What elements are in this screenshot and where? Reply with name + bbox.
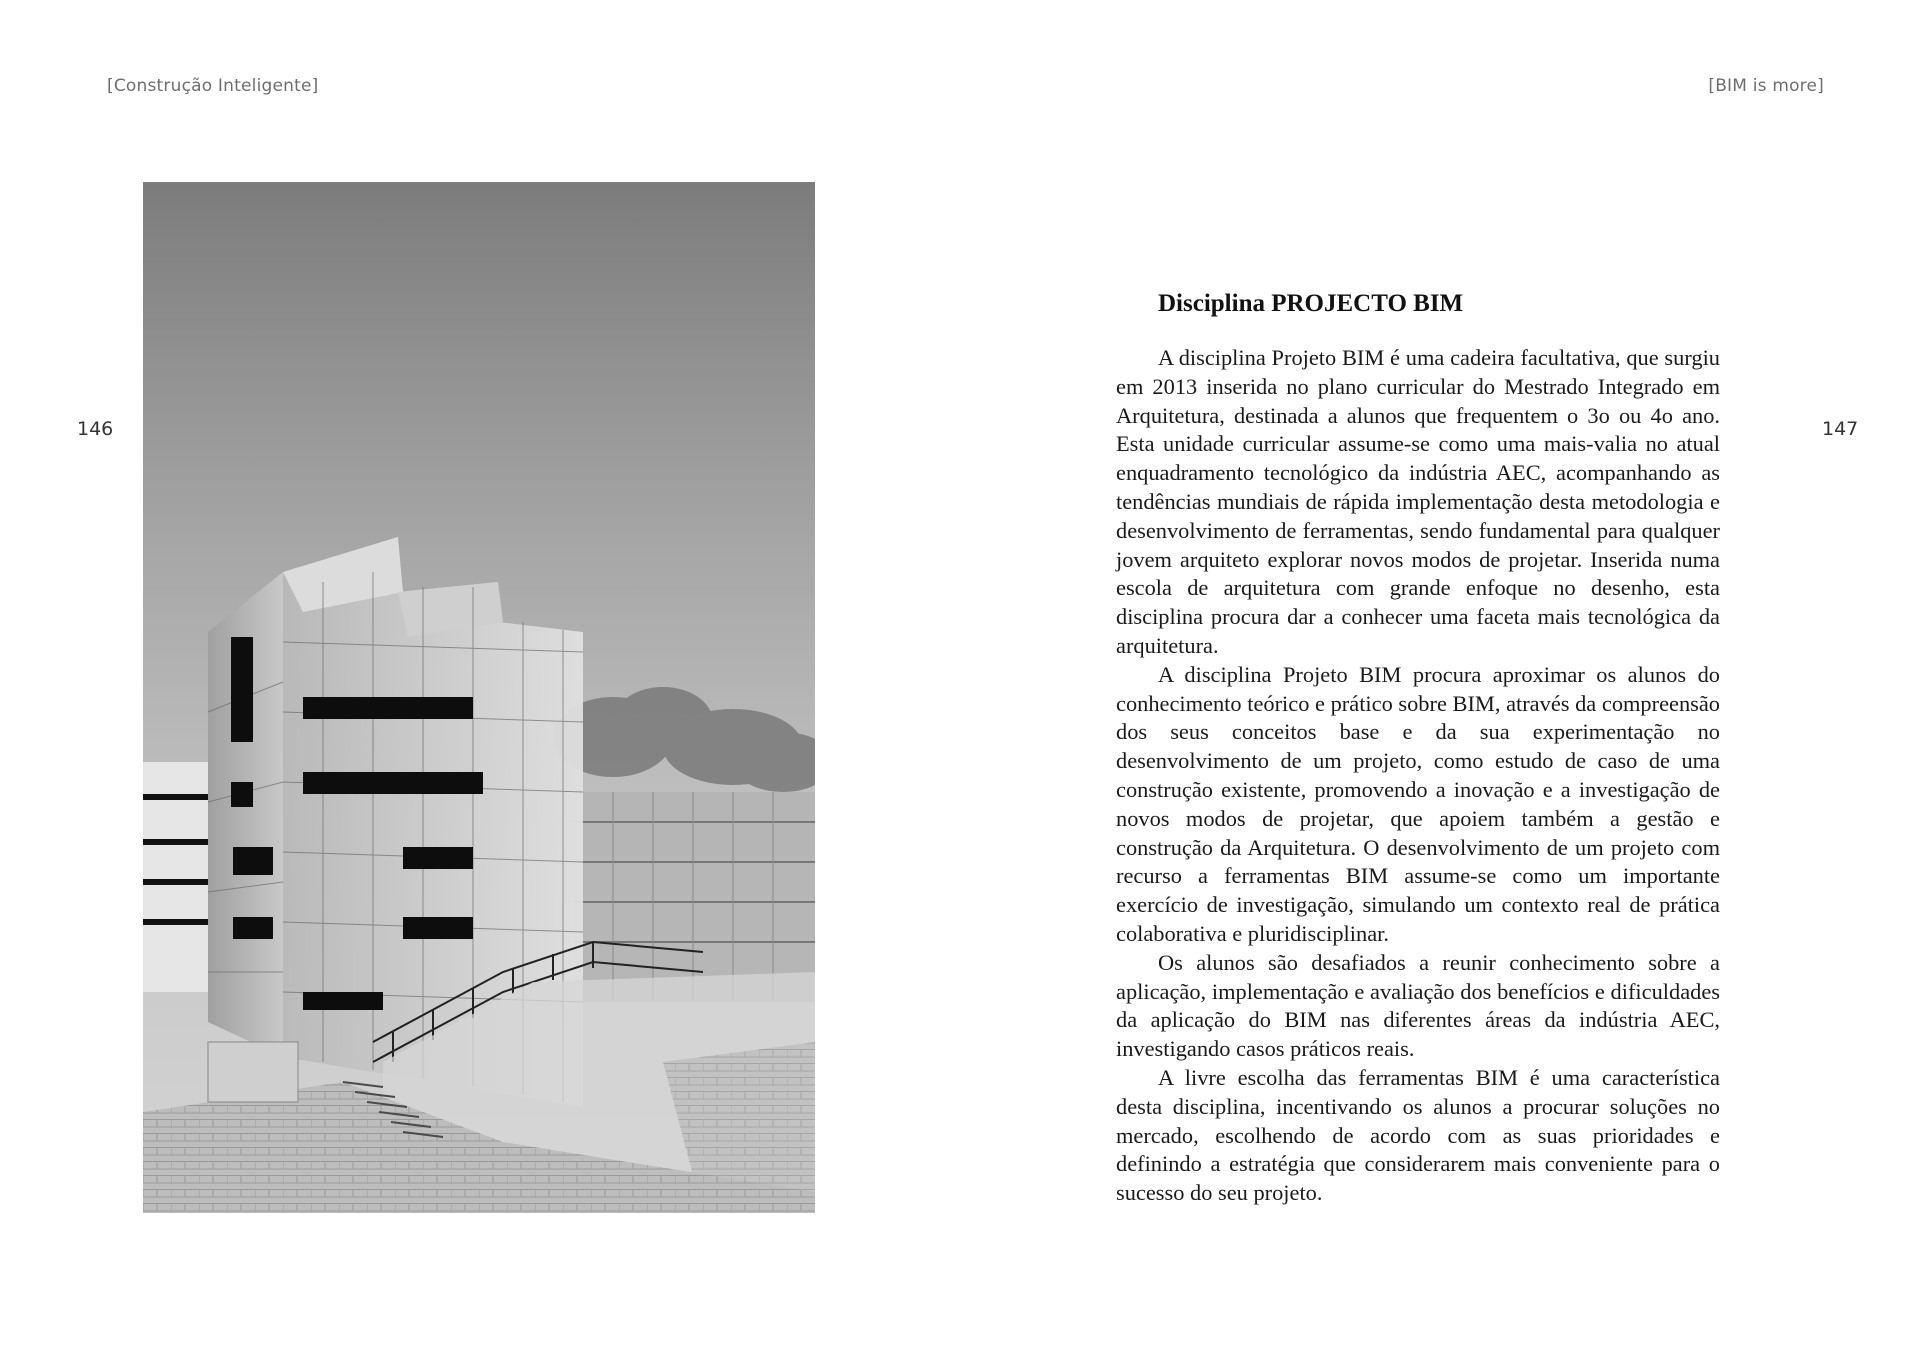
paragraph-2: A disciplina Projeto BIM procura aproximar os alunos do conhecimento teórico e prático sobre BIM, através da compreensão dos seus conceitos base e da sua experimentação no desenvolvimento de um projeto, como estudo de caso de uma construção existente, promovendo a inovação e a investigação de novos modos de projetar, que apoiem também a gestão e construção da Arquitetura. O desenvolvimento de um projeto com recurso a ferramentas BIM assume-se como um importante exercício de investigação, simulando um contexto real de prática colaborativa e pluridisciplinar. <box>1116 661 1720 946</box>
paragraph-1: A disciplina Projeto BIM é uma cadeira facultativa, que surgiu em 2013 inserida no plano curricular do Mestrado Integrado em Arquitetura, destinada a alunos que frequentem o 3o ou 4o ano. Esta unidade curricular assume-se como uma mais-valia no atual enquadramento tecnológico da indústria AEC, acompanhando as tendências mundiais de rápida implementação desta metodologia e desenvolvimento de ferramentas, sendo fundamental para qualquer jovem arquiteto explorar novos modos de projetar. Inserida numa escola de arquitetura com grande enfoque no desenho, esta disciplina procura dar a conhecer uma faceta mais tecnológica da arquitetura. <box>1116 345 1720 658</box>
architectural-render-figure <box>143 182 815 1213</box>
article-title: Disciplina PROJECTO BIM <box>1158 290 1464 317</box>
page-number-right: 147 <box>1822 418 1859 440</box>
running-head-right: [BIM is more] <box>1708 76 1824 96</box>
paragraph-3: Os alunos são desafiados a reunir conhecimento sobre a aplicação, implementação e avaliação dos benefícios e dificuldades da aplicação do BIM nas diferentes áreas da indústria AEC, investigando casos práticos reais. <box>1116 949 1720 1062</box>
running-head-left: [Construção Inteligente] <box>107 76 319 96</box>
architectural-render-icon <box>143 182 815 1213</box>
paragraph-4: A livre escolha das ferramentas BIM é uma característica desta disciplina, incentivando os alunos a procurar soluções no mercado, escolhendo de acordo com as suas prioridades e definindo a estratégia que considerarem mais conveniente para o sucesso do seu projeto. <box>1116 1064 1720 1206</box>
article-body <box>1116 290 1720 1208</box>
page-number-left: 146 <box>77 418 114 440</box>
